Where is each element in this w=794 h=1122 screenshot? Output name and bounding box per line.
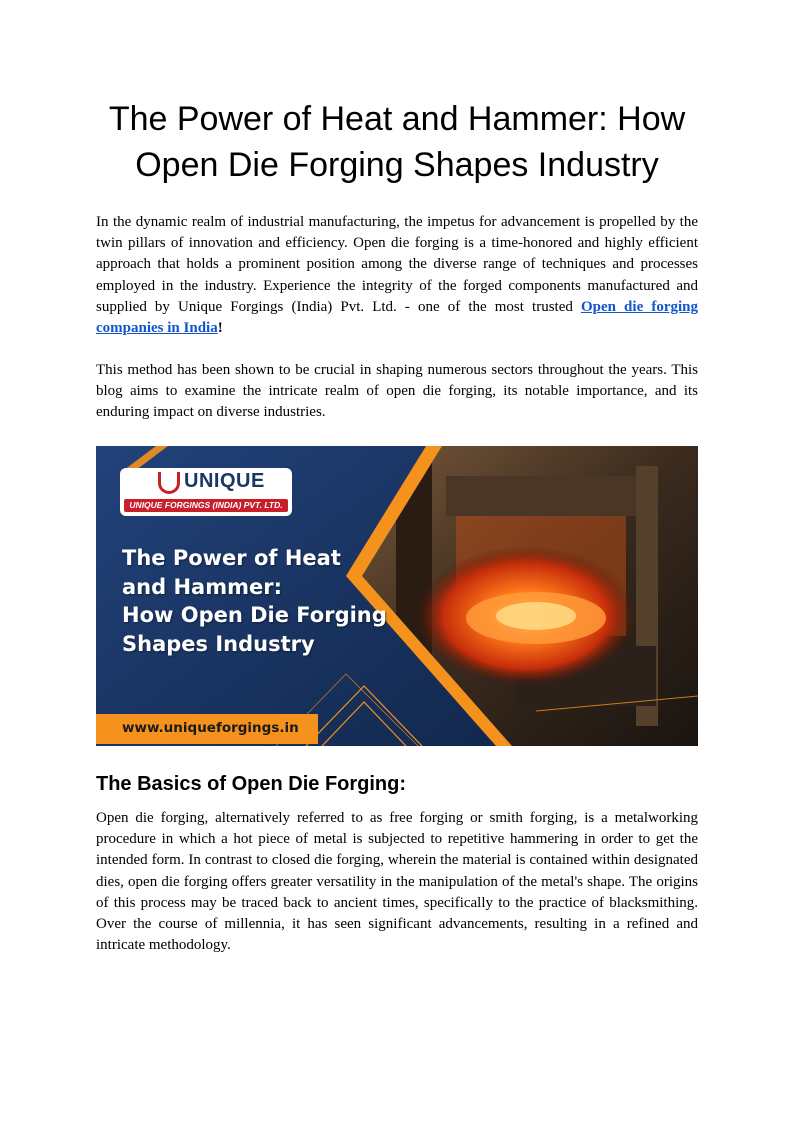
banner-heading-line-1: The Power of Heat: [122, 546, 341, 570]
title-line-2: Open Die Forging Shapes Industry: [135, 146, 659, 184]
banner-heading-line-3: How Open Die Forging: [122, 603, 387, 627]
logo-subtitle: UNIQUE FORGINGS (INDIA) PVT. LTD.: [124, 499, 288, 512]
paragraph-3: Open die forging, alternatively referred to as free forging or smith forging, is a metalworking procedure in which a hot piece of metal is subjected to repetitive hammering in order to get the intended form. In contrast to closed die forging, wherein the material is contained within designated dies, open die forging offers greater versatility in the manipulation of the metal's shape. The origins of this process may be traced back to ancient times, specifically to the practice of blacksmithing. Over the course of millennia, it has seen significant advancements, resulting in a refined and intricate methodology.: [96, 810, 698, 954]
paragraph-2: This method has been shown to be crucial in shaping numerous sectors throughout the years. This blog aims to examine the intricate realm of open die forging, its notable importance, and its enduring impact on diverse industries.: [96, 362, 698, 421]
banner-heading: [122, 544, 422, 658]
companies-link[interactable]: Open die forging companies in India: [96, 298, 698, 337]
banner-heading-line-2: and Hammer:: [122, 574, 282, 599]
intro-text: In the dynamic realm of industrial manufacturing, the impetus for advancement is propelled by the twin pillars of innovation and efficiency. Open die forging is a time-honored and highly efficient approach that holds a prominent position among the diverse range of techniques and processes employed in the industry. Experience the integrity of the forged components manufactured and supplied by Unique Forgings (India) Pvt. Ltd. - one of the most trusted: [96, 214, 698, 315]
intro-exclamation: !: [217, 320, 223, 337]
banner-image: [96, 446, 698, 746]
logo-word: UNIQUE: [184, 470, 265, 492]
banner-url: www.uniqueforgings.in: [122, 720, 299, 736]
company-logo: [120, 468, 292, 516]
title-line-1: The Power of Heat and Hammer: How: [108, 100, 686, 138]
intro-paragraph: [96, 212, 698, 339]
banner-heading-line-4: Shapes Industry: [122, 631, 315, 656]
u-logo-icon: [158, 472, 180, 494]
page-title: [60, 96, 734, 188]
section-heading: The Basics of Open Die Forging:: [96, 773, 407, 795]
